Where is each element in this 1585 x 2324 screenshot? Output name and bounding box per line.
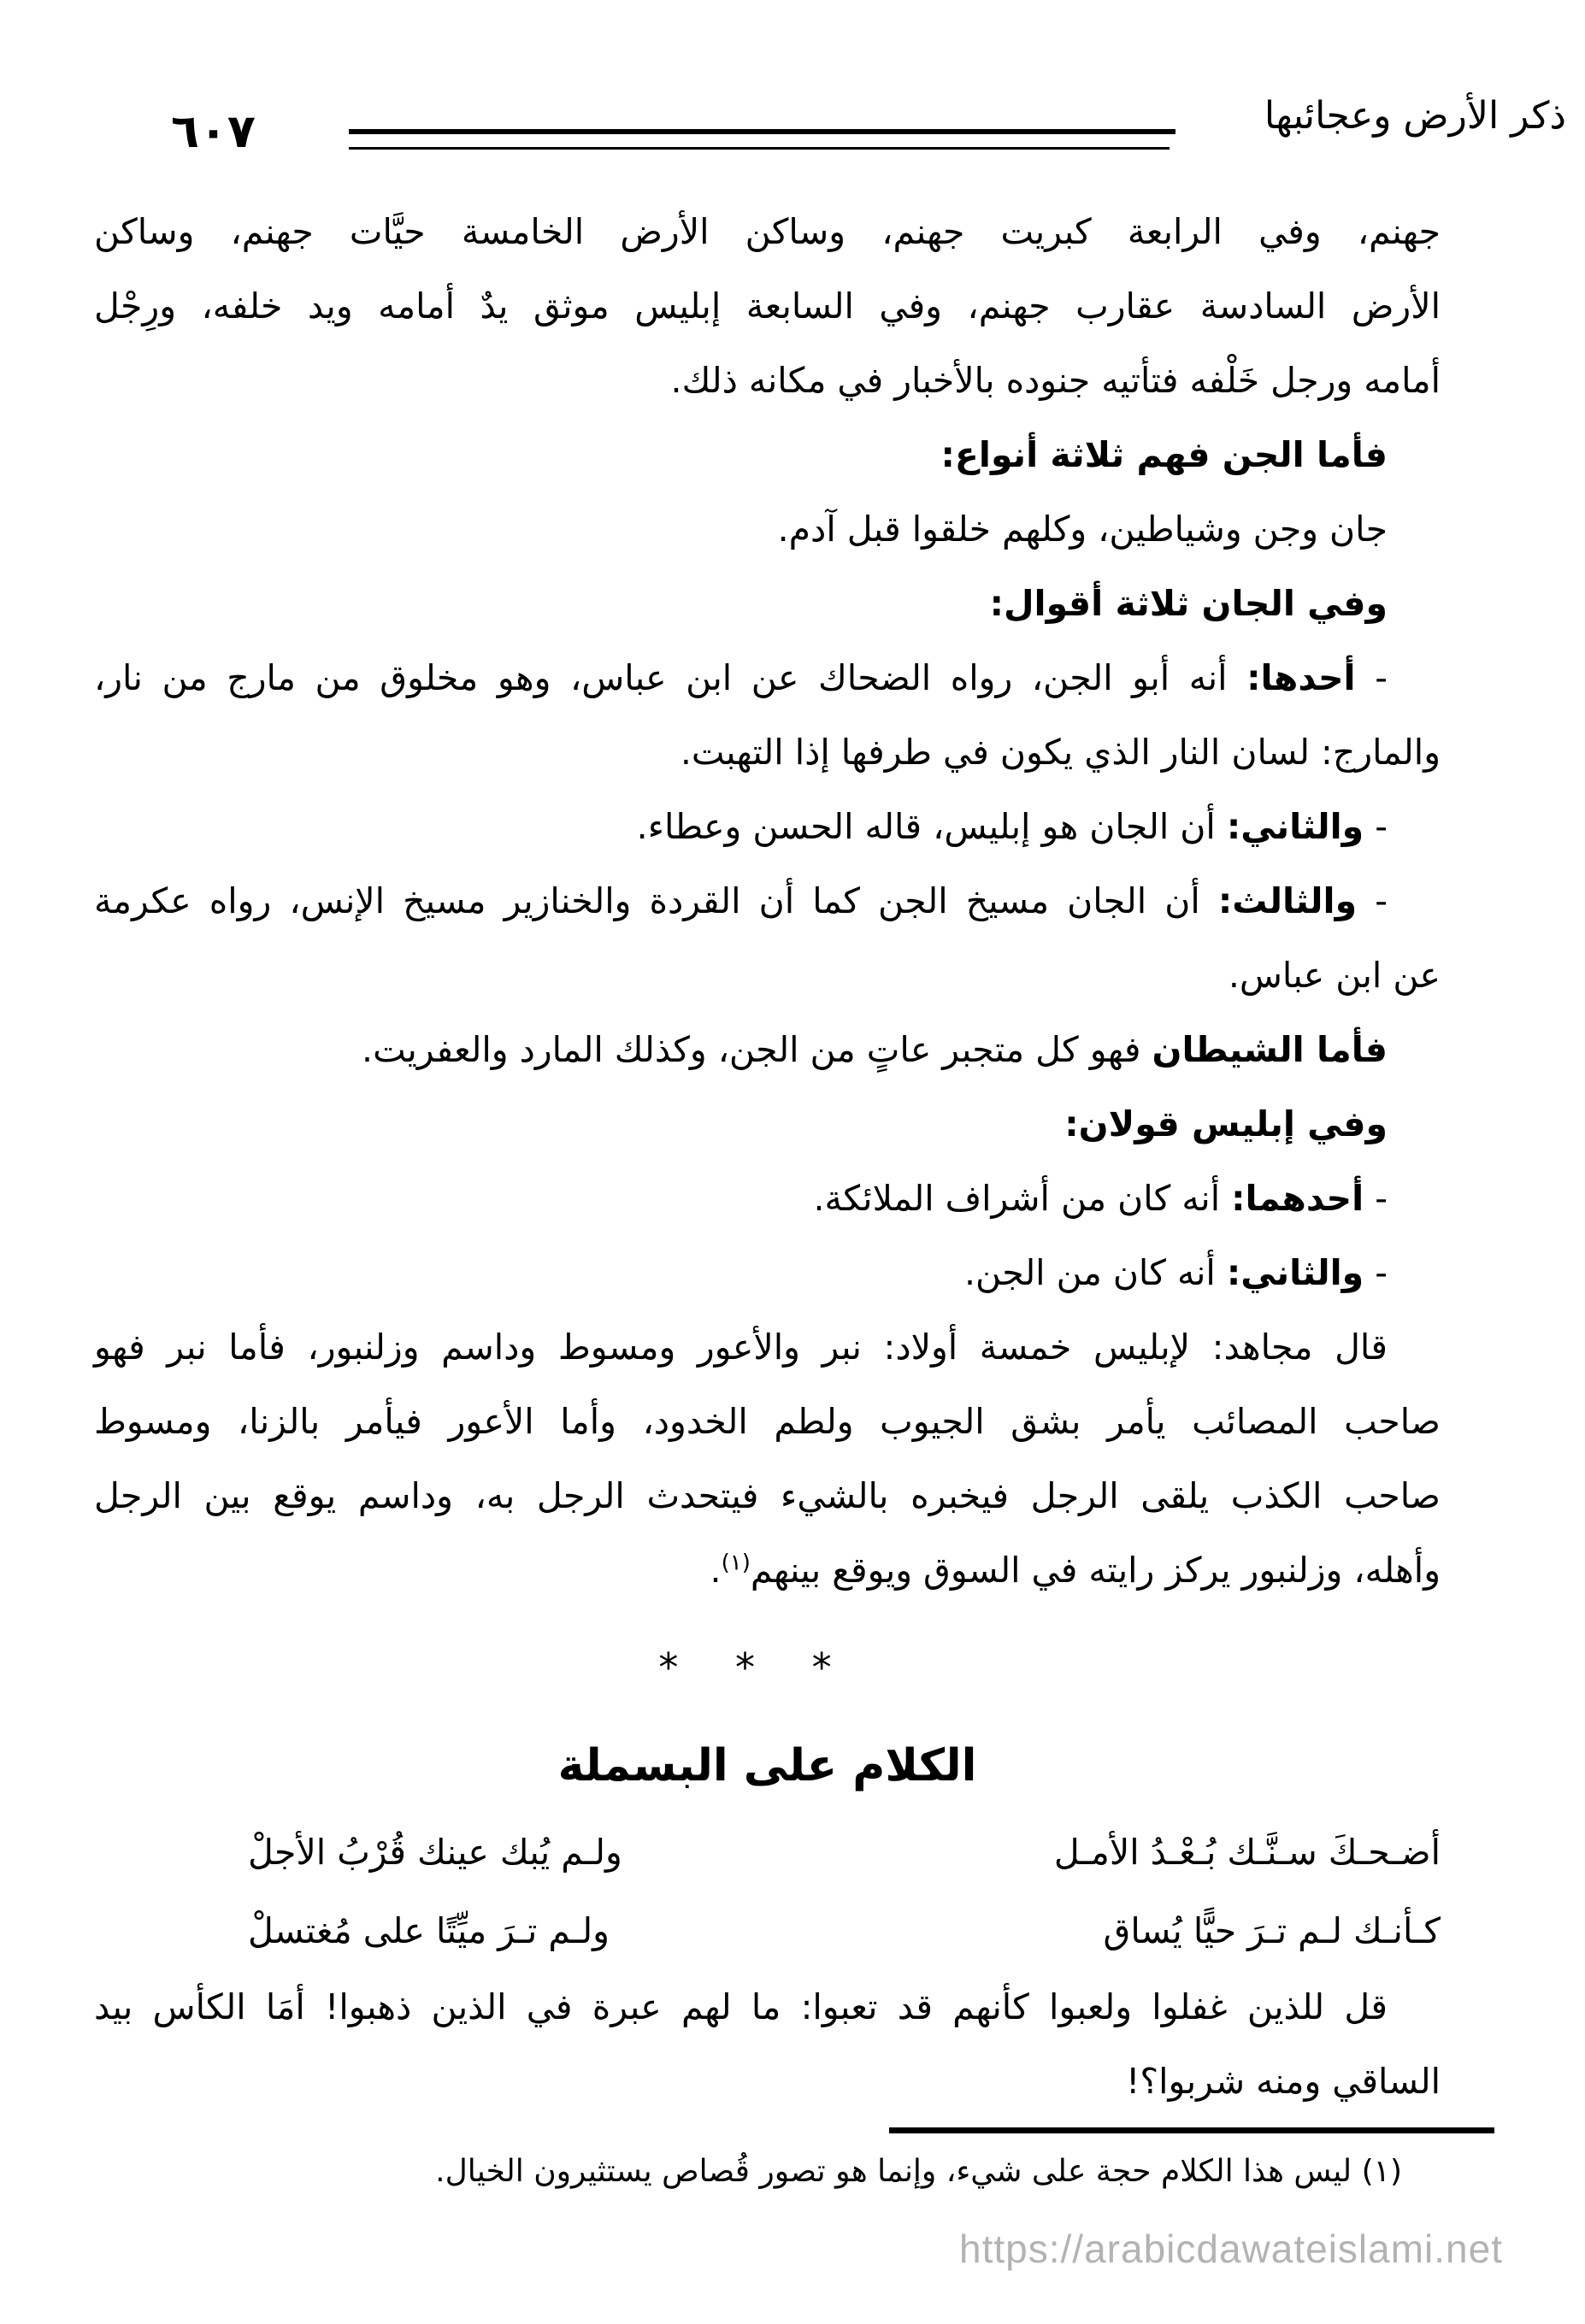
list-item-line: - أحدهما: أنه كان من أشراف الملائكة. xyxy=(813,1178,1388,1219)
header-rule-thick xyxy=(349,129,1175,134)
poem-verse xyxy=(94,1813,1441,1892)
list-item-line: - أحدها: أنه أبو الجن، رواه الضحاك عن ابن عباس، وهو مخلوق من مارج من نار، xyxy=(94,657,1388,698)
list-item-lead: أحدها: xyxy=(1246,657,1356,698)
list-item-lead: والثاني: xyxy=(1226,806,1364,847)
text-line: صاحب الكذب يلقى الرجل فيخبره بالشيء فيتحدث الرجل به، وداسم يوقع بين الرجل xyxy=(94,1475,1441,1516)
list-item-lead: والثالث: xyxy=(1217,880,1358,921)
footnote-text: ليس هذا الكلام حجة على شيء، وإنما هو تصور قُصاص يستثيرون الخيال. xyxy=(435,2154,1352,2189)
paragraph-lead: فأما الشيطان xyxy=(1152,1029,1388,1070)
text-line: أمامه ورجل خَلْفه فتأتيه جنوده بالأخبار في مكانه ذلك. xyxy=(670,360,1441,401)
list-item-line: - والثاني: أن الجان هو إبليس، قاله الحسن وعطاء. xyxy=(636,806,1388,847)
header-rule-thin xyxy=(349,147,1170,150)
subheading-jaan-opinions: وفي الجان ثلاثة أقوال: xyxy=(989,583,1388,624)
text-line: والمارج: لسان النار الذي يكون في طرفها إذا التهبت. xyxy=(680,732,1441,773)
hemistich-right: أضـحـكَ سـنَّـك بُـعْـدُ الأمـل xyxy=(1053,1832,1441,1873)
poem-verse xyxy=(94,1892,1441,1970)
hemistich-left: ولـم تـرَ ميِّتًا على مُغتسلْ xyxy=(248,1910,610,1951)
subheading-jinn-types: فأما الجن فهم ثلاثة أنواع: xyxy=(940,434,1388,475)
hemistich-left: ولـم يُبك عينك قُرْبُ الأجلْ xyxy=(248,1832,622,1873)
footnote-marker: (١) xyxy=(1361,2154,1402,2189)
page-number: ٦٠٧ xyxy=(171,104,256,158)
subheading-iblis-opinions: وفي إبليس قولان: xyxy=(1064,1103,1388,1144)
text-line: قل للذين غفلوا ولعبوا كأنهم قد تعبوا: ما لهم عبرة في الذين ذهبوا! أمَا الكأس بيد xyxy=(94,1986,1388,2027)
footnote-separator-rule xyxy=(889,2127,1494,2133)
site-watermark: https://arabicdawateislami.net xyxy=(959,2227,1503,2271)
list-dash: - xyxy=(1375,1252,1388,1293)
text-line-with-footnote-ref: وأهله، وزلنبور يركز رايته في السوق ويوقع بينهم$^{(١)}$. xyxy=(710,1550,1441,1591)
list-dash: - xyxy=(1375,657,1388,698)
section-heading-basmala: الكلام على البسملة xyxy=(557,1740,977,1792)
text-line: الأرض السادسة عقارب جهنم، وفي السابعة إبليس موثق يدٌ أمامه ويد خلفه، ورِجْل xyxy=(94,285,1441,327)
text-line: صاحب المصائب يأمر بشق الجيوب ولطم الخدود، وأما الأعور فيأمر بالزنا، ومسوط xyxy=(94,1401,1441,1442)
text-line: جهنم، وفي الرابعة كبريت جهنم، وساكن الأرض الخامسة حيَّات جهنم، وساكن xyxy=(94,211,1441,252)
running-header-title: ذكر الأرض وعجائبها xyxy=(1264,94,1566,138)
text-line: فأما الشيطان فهو كل متجبر عاتٍ من الجن، وكذلك المارد والعفريت. xyxy=(362,1029,1388,1070)
list-item-line: - والثاني: أنه كان من الجن. xyxy=(963,1252,1388,1293)
text-line: قال مجاهد: لإبليس خمسة أولاد: نبر والأعور ومسوط وداسم وزلنبور، فأما نبر فهو xyxy=(94,1327,1388,1368)
body-text-block xyxy=(94,195,1441,2119)
list-item-lead: أحدهما: xyxy=(1231,1178,1364,1219)
list-dash: - xyxy=(1375,806,1388,847)
list-item-lead: والثاني: xyxy=(1226,1252,1364,1293)
list-item-line: - والثالث: أن الجان مسيخ الجن كما أن القردة والخنازير مسيخ الإنس، رواه عكرمة xyxy=(94,880,1388,921)
text-line: عن ابن عباس. xyxy=(1228,955,1441,996)
hemistich-right: كـأنـك لـم تـرَ حيًّا يُساق xyxy=(1103,1910,1441,1951)
list-dash: - xyxy=(1375,880,1388,921)
stars-separator: * * * xyxy=(658,1644,854,1691)
list-dash: - xyxy=(1375,1178,1388,1219)
text-line: جان وجن وشياطين، وكلهم خلقوا قبل آدم. xyxy=(777,509,1388,550)
footnote xyxy=(435,2154,1402,2189)
footnote-reference: (١) xyxy=(721,1550,751,1576)
text-line: الساقي ومنه شربوا؟! xyxy=(1125,2061,1441,2102)
